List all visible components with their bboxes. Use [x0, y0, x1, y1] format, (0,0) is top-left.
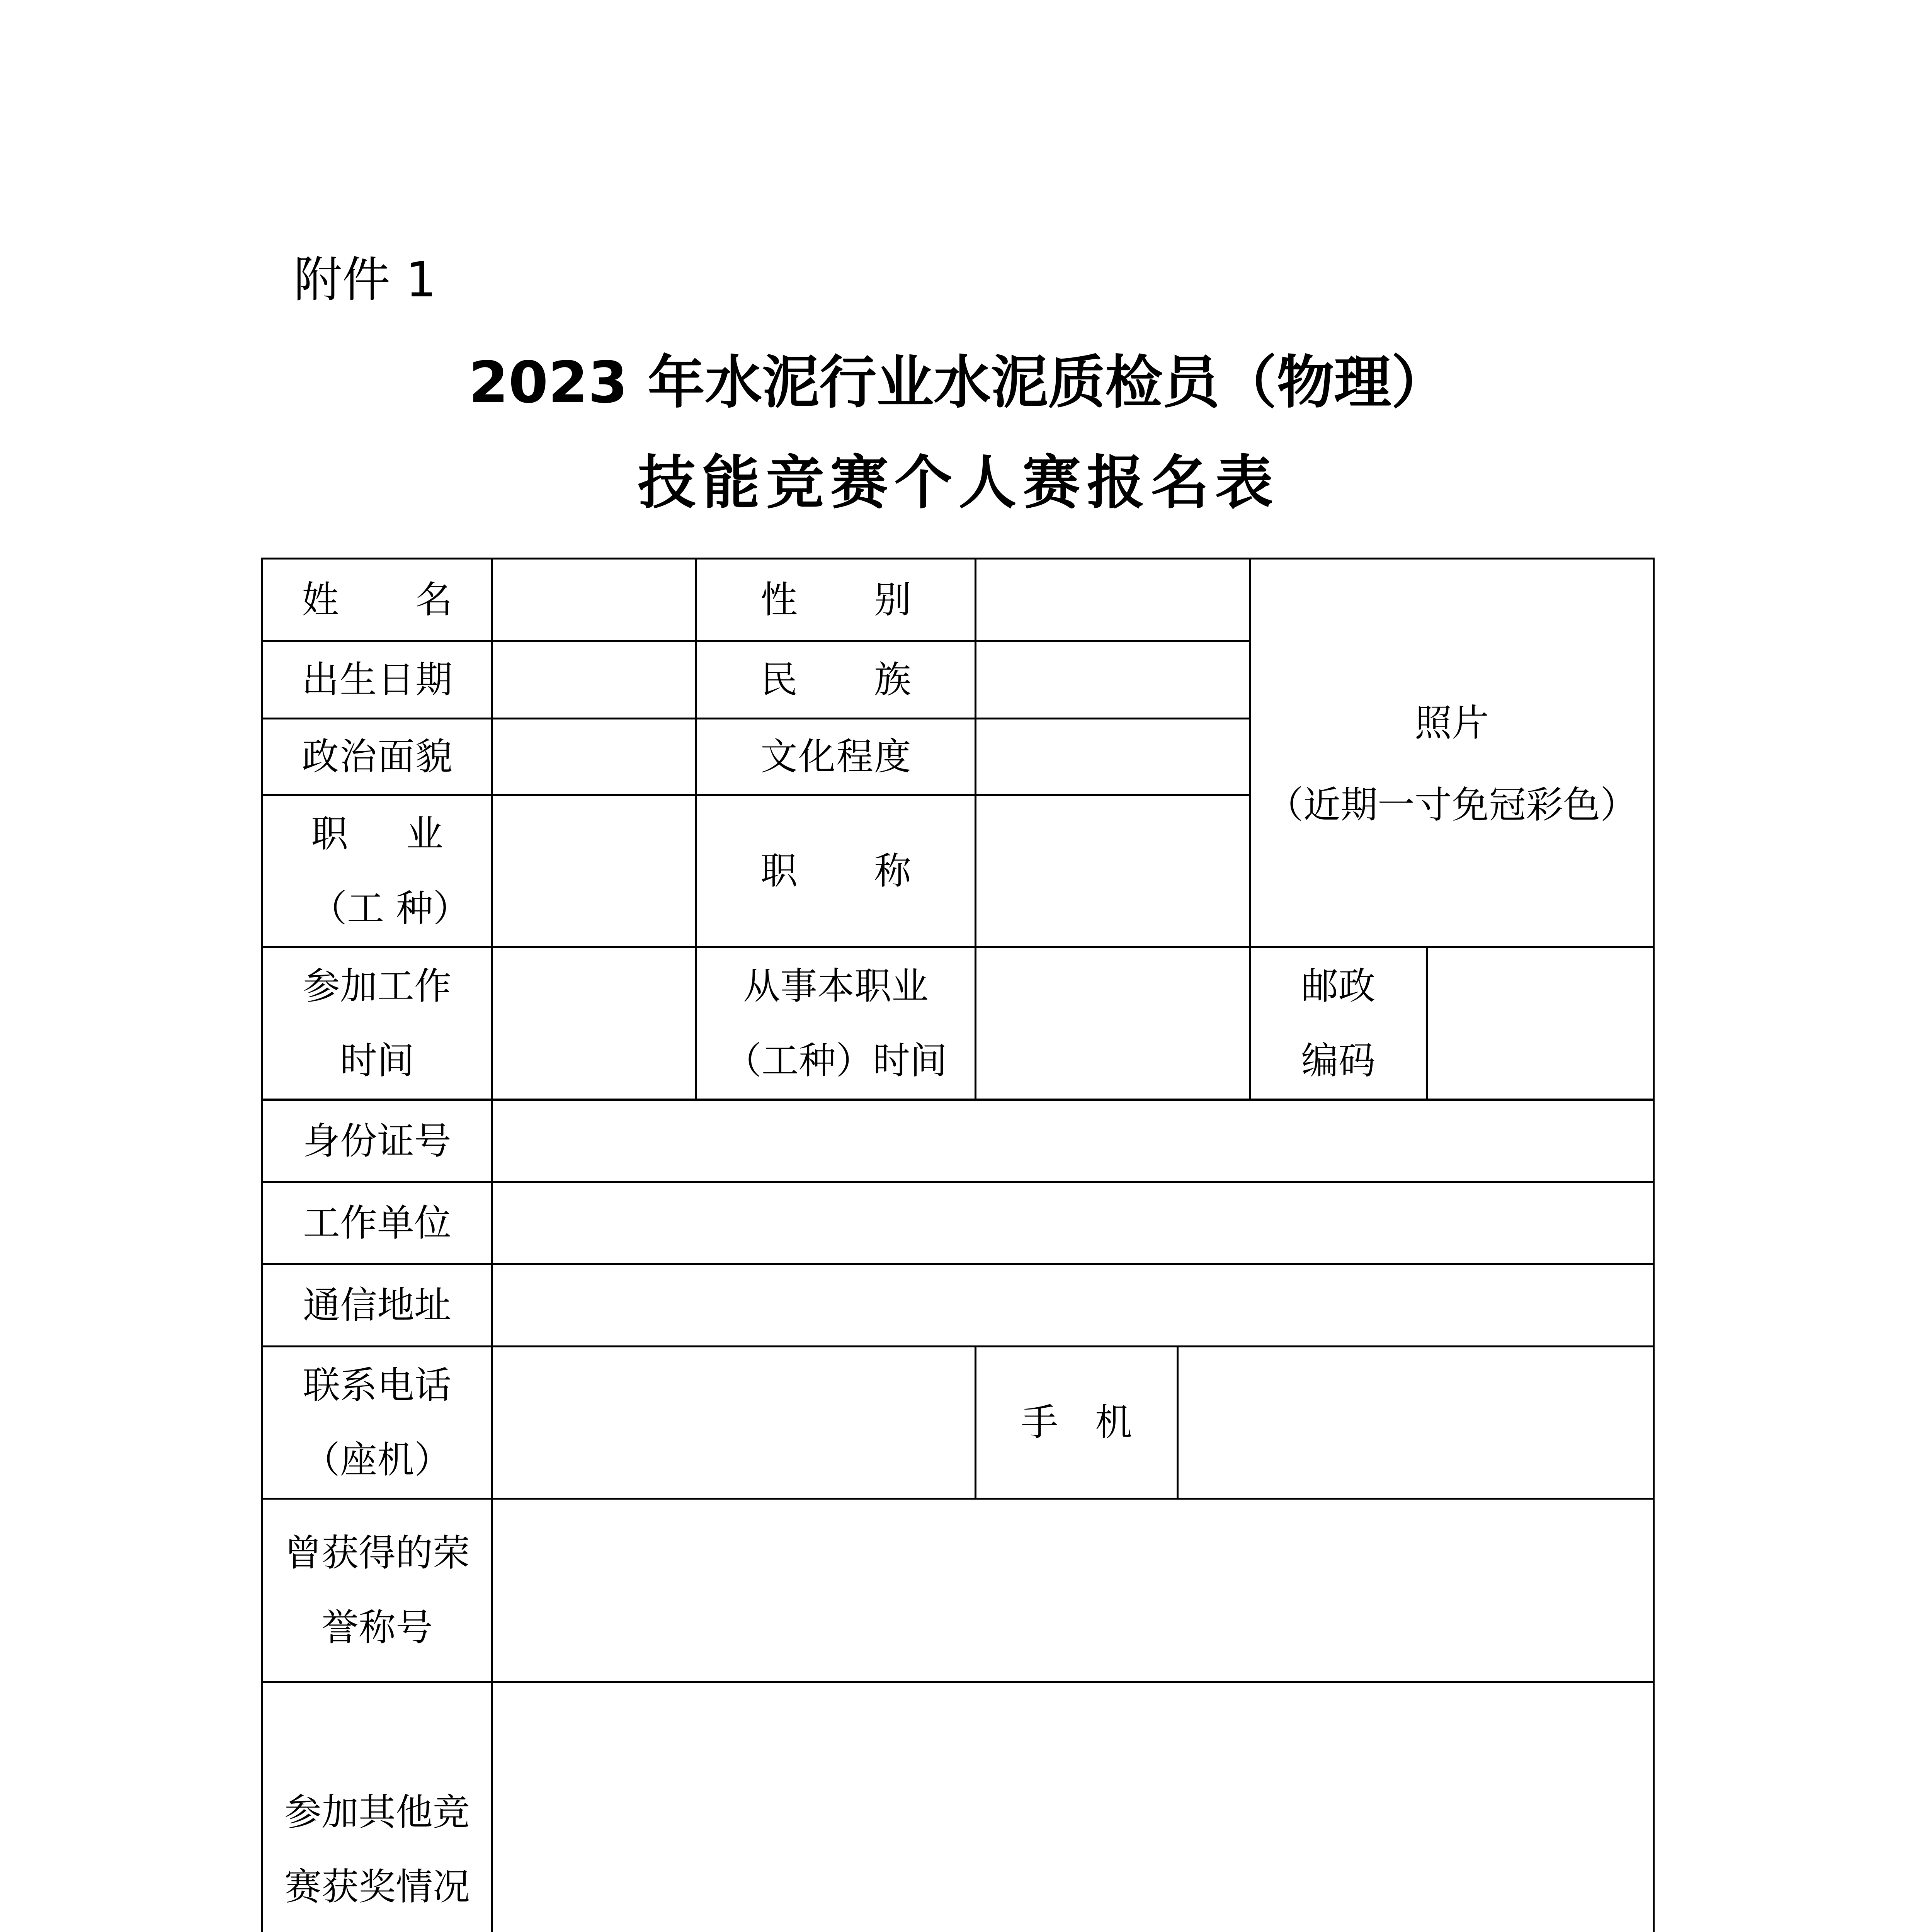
label-awards-line2: 赛获奖情况	[284, 1865, 470, 1908]
label-phone	[261, 1345, 493, 1500]
label-id-number-text: 身份证号	[303, 1119, 451, 1163]
label-name	[261, 558, 493, 642]
label-awards	[261, 1681, 493, 1932]
label-honors	[261, 1498, 493, 1683]
label-phone-stack	[303, 1348, 451, 1497]
label-gender	[695, 558, 976, 642]
label-awards-stack	[284, 1775, 470, 1924]
label-address-text: 通信地址	[303, 1283, 451, 1327]
label-postcode-line1: 邮政	[1301, 964, 1376, 1008]
label-mobile-text: 手 机	[1021, 1401, 1132, 1444]
label-ethnicity-text: 民 族	[760, 658, 911, 701]
label-political-status	[261, 718, 493, 796]
label-postcode	[1249, 946, 1428, 1100]
education-field[interactable]	[975, 718, 1251, 796]
label-occupation-line2: （工 种）	[310, 886, 470, 930]
label-employer	[261, 1181, 493, 1265]
label-political-status-text: 政治面貌	[302, 735, 452, 778]
label-employer-text: 工作单位	[303, 1201, 451, 1245]
label-honors-line1: 曾获得的荣	[284, 1531, 470, 1575]
label-occupation	[261, 794, 493, 948]
honors-field[interactable]	[491, 1498, 1655, 1683]
label-title-rank	[695, 794, 976, 948]
label-occupation-years-line2: （工种）时间	[725, 1039, 947, 1082]
occupation-years-field[interactable]	[975, 946, 1251, 1100]
photo-placeholder	[1266, 682, 1637, 846]
id-number-field[interactable]	[491, 1099, 1655, 1183]
label-occupation-stack	[310, 797, 470, 946]
label-title-rank-text: 职 称	[760, 849, 911, 893]
label-ethnicity	[695, 640, 976, 719]
label-work-start-stack	[303, 949, 451, 1098]
political-status-field[interactable]	[491, 718, 697, 796]
label-awards-line1: 参加其他竞	[284, 1791, 470, 1834]
label-mobile	[975, 1345, 1179, 1500]
photo-hint: （近期一寸免冠彩色）	[1266, 783, 1637, 827]
form-title-line2: 技能竞赛个人赛报名表	[638, 449, 1279, 517]
mobile-field[interactable]	[1177, 1345, 1655, 1500]
label-occupation-years-line1: 从事本职业	[743, 964, 929, 1008]
label-occupation-years	[695, 946, 976, 1100]
label-work-start	[261, 946, 493, 1100]
photo-box[interactable]	[1249, 558, 1655, 948]
label-work-start-line2: 时间	[340, 1039, 414, 1082]
label-education-text: 文化程度	[760, 735, 911, 778]
label-honors-line2: 誉称号	[321, 1605, 433, 1649]
label-postcode-stack	[1301, 949, 1376, 1098]
label-work-start-line1: 参加工作	[303, 964, 451, 1008]
label-occupation-line1: 职 业	[311, 812, 443, 855]
label-education	[695, 718, 976, 796]
attachment-label: 附件 1	[294, 252, 437, 308]
title-rank-field[interactable]	[975, 794, 1251, 948]
form-title-line1: 2023 年水泥行业水泥质检员（物理）	[468, 349, 1449, 416]
awards-field[interactable]	[491, 1681, 1655, 1932]
label-occupation-years-stack	[725, 949, 947, 1098]
label-birth-date	[261, 640, 493, 719]
ethnicity-field[interactable]	[975, 640, 1251, 719]
name-field[interactable]	[491, 558, 697, 642]
label-phone-line2: （座机）	[303, 1438, 451, 1481]
address-field[interactable]	[491, 1263, 1655, 1347]
photo-label: 照片	[1415, 701, 1489, 745]
phone-field[interactable]	[491, 1345, 976, 1500]
label-address	[261, 1263, 493, 1347]
label-honors-stack	[284, 1516, 470, 1665]
work-start-field[interactable]	[491, 946, 697, 1100]
label-name-text: 姓 名	[302, 578, 452, 621]
birth-date-field[interactable]	[491, 640, 697, 719]
gender-field[interactable]	[975, 558, 1251, 642]
label-phone-line1: 联系电话	[303, 1363, 451, 1407]
label-id-number	[261, 1099, 493, 1183]
employer-field[interactable]	[491, 1181, 1655, 1265]
postcode-field[interactable]	[1426, 946, 1655, 1100]
occupation-field[interactable]	[491, 794, 697, 948]
label-gender-text: 性 别	[760, 578, 911, 621]
label-birth-date-text: 出生日期	[302, 658, 452, 701]
label-postcode-line2: 编码	[1301, 1039, 1376, 1082]
